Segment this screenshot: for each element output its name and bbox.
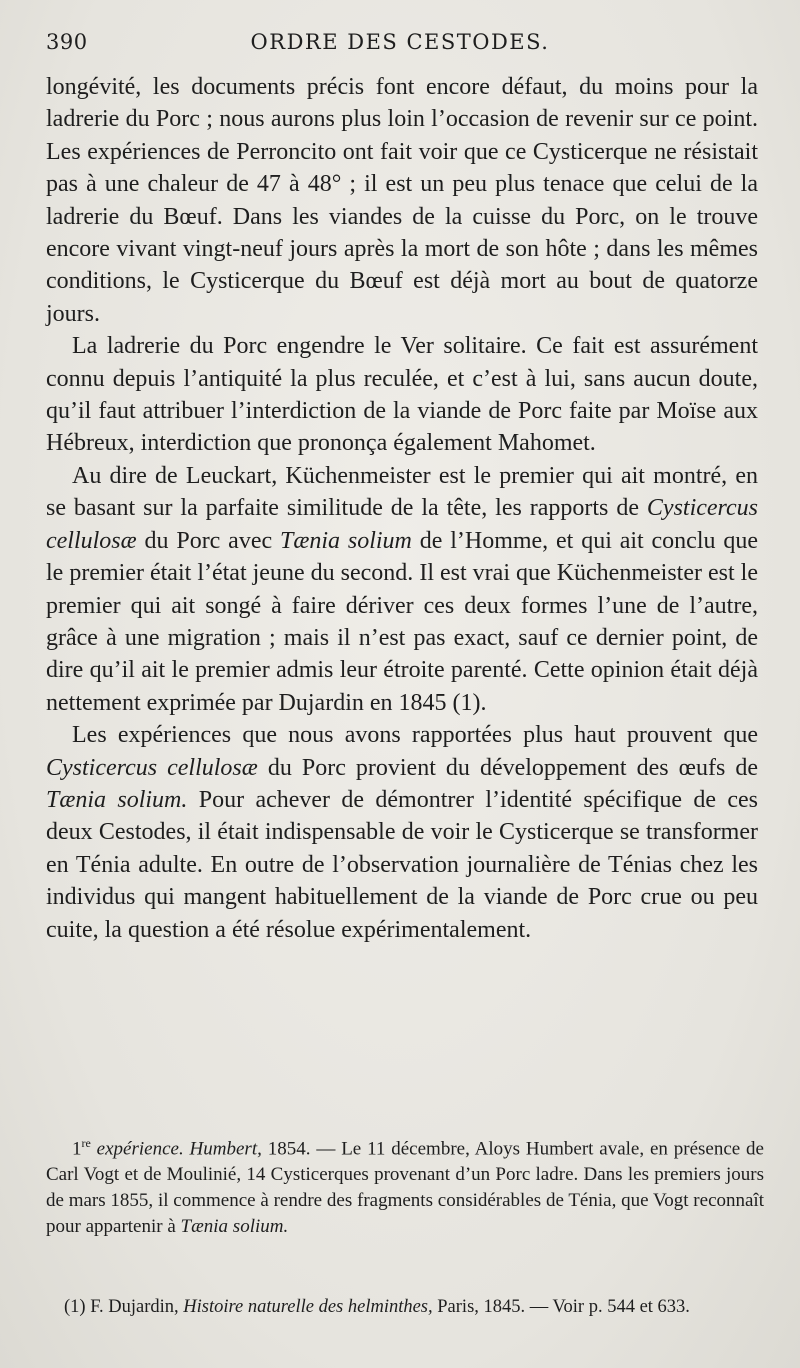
paragraph-3 — [46, 460, 758, 719]
experiment-note-paragraph — [46, 1130, 764, 1240]
experiment-note — [46, 1130, 764, 1240]
footnote-italic: Histoire naturelle des helminthes, — [183, 1297, 433, 1317]
main-text — [46, 71, 758, 946]
experiment-number: 1 — [72, 1138, 82, 1160]
paragraph-4-italic-2: Tænia solium. — [46, 786, 188, 813]
footnote-text-a: (1) F. Dujardin, — [64, 1297, 184, 1317]
paragraph-3-text-c: de l’Homme, et qui ait conclu que le premier était l’état jeune du second. Il est vrai que Küchenmeister est le premier qui ait songé à faire dériver ces deux formes l’une de l’autre, grâce à une migration ; mais il n’est pas exact, sauf ce dernier point, de dire qu’il ait le premier admis leur étroite parenté. Cette opinion était déjà nettement exprimée par Dujardin en 1845 (1). — [46, 527, 758, 716]
experiment-label: expérience. Humbert, — [90, 1138, 262, 1160]
paragraph-3-italic-1: Cysticercus cellulosæ — [46, 495, 758, 554]
paragraph-4-italic-1: Cysticercus cellulosæ — [46, 754, 258, 781]
paragraph-4-text-c: Pour achever de démontrer l’identité spécifique de ces deux Cestodes, il était indispensable de voir le Cysticerque se transformer en Ténia adulte. En outre de l’observation journalière de Ténias chez les individus qui mangent habituellement de la viande de Porc crue ou peu cuite, la question a été résolue expérimentalement. — [46, 786, 759, 943]
paragraph-4 — [46, 719, 758, 946]
paragraph-3-italic-2: Tænia solium — [279, 527, 412, 554]
footnote-paragraph — [46, 1294, 764, 1320]
page-number: 390 — [46, 30, 88, 54]
paragraph-4-text-b: du Porc provient du développement des œufs de — [257, 754, 758, 781]
paragraph-3-text-b: du Porc avec — [136, 527, 280, 554]
footnote-text-b: Paris, 1845. — Voir p. 544 et 633. — [432, 1297, 690, 1317]
paragraph-1: longévité, les documents précis font encore défaut, du moins pour la ladrerie du Porc ; nous aurons plus loin l’occasion de revenir sur ce point. Les expériences de Perroncito ont fait voir que ce Cysticerque ne résistait pas à une chaleur de 47 à 48° ; il est un peu plus tenace que celui de la ladrerie du Bœuf. Dans les viandes de la cuisse du Porc, on le trouve encore vivant vingt-neuf jours après la mort de son hôte ; dans les mêmes conditions, le Cysticerque du Bœuf est déjà mort au bout de quatorze jours. — [46, 74, 758, 327]
paragraph-4-text-a: Les expériences que nous avons rapportées plus haut prouvent que — [72, 722, 758, 749]
experiment-number-suffix: re — [81, 1136, 91, 1150]
page-header — [46, 30, 754, 62]
experiment-text: 1854. — Le 11 décembre, Aloys Humbert avale, en présence de Carl Vogt et de Moulinié, 14 Cysticerques provenant d’un Porc ladre. Dans les premiers jours de mars 1855, il commence à rendre des fragments considérables de Ténia, que Vogt reconnaît pour appartenir à — [46, 1138, 764, 1238]
footnote — [46, 1294, 764, 1320]
paragraph-2: La ladrerie du Porc engendre le Ver solitaire. Ce fait est assurément connu depuis l’antiquité la plus reculée, et c’est à lui, sans aucun doute, qu’il faut attribuer l’interdiction de la viande de Porc faite par Moïse aux Hébreux, interdiction que prononça également Mahomet. — [46, 333, 758, 457]
experiment-italic: Tænia solium. — [180, 1216, 289, 1238]
running-title: ORDRE DES CESTODES. — [250, 30, 550, 54]
paragraph-3-text-a: Au dire de Leuckart, Küchenmeister est le premier qui ait montré, en se basant sur la parfaite similitude de la tête, les rapports de — [46, 462, 758, 522]
